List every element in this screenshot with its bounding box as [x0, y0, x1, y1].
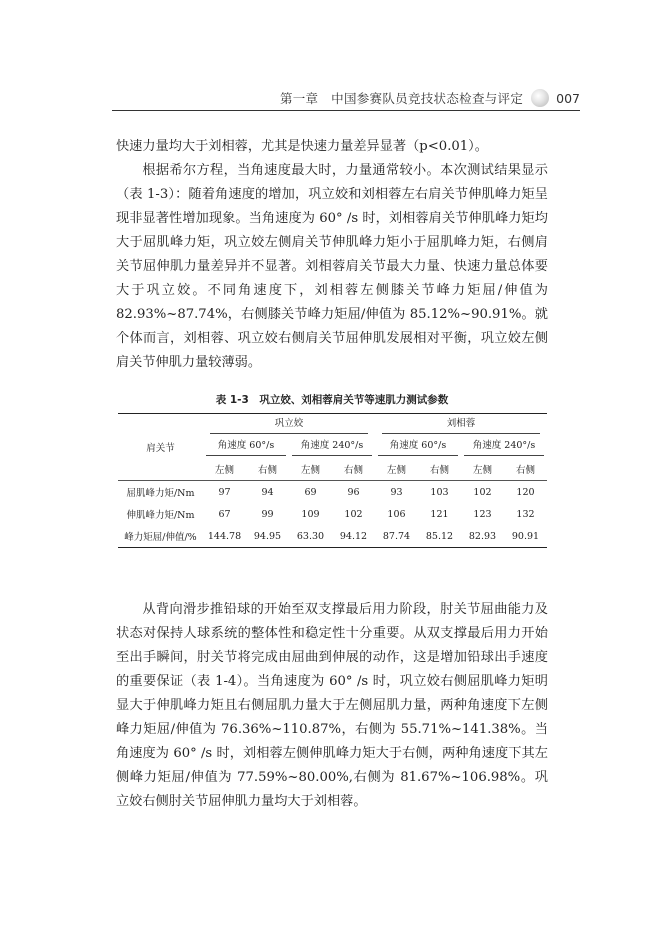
side-label: 右侧: [343, 465, 363, 476]
table-cell: 85.12: [418, 525, 461, 548]
speed-label: 角速度 60°/s: [378, 439, 458, 456]
table-cell: 94.95: [246, 525, 289, 548]
speed-label: 角速度 240°/s: [292, 439, 372, 456]
table-cell: 63.30: [289, 525, 332, 548]
athlete-name: 巩立姣: [210, 417, 368, 434]
speed-label: 角速度 240°/s: [464, 439, 544, 456]
table-row: [118, 481, 547, 504]
table-row: [118, 525, 547, 548]
paragraph-1: 快速力量均大于刘相蓉，尤其是快速力量差异显著（p<0.01）。: [116, 139, 488, 154]
table-cell: 103: [430, 486, 449, 498]
table-cell: 67: [218, 508, 231, 520]
table-cell: 90.91: [504, 525, 547, 548]
paragraph-2: 根据希尔方程，当角速度最大时，力量通常较小。本次测试结果显示（表 1-3）：随着角速度的增加，巩立姣和刘相蓉左右肩关节伸肌峰力矩呈现非显著性增加现象。当角速度为 60° /s 时，刘相蓉肩关节伸肌峰力矩均大于屈肌峰力矩，巩立姣左侧肩关节伸肌峰力矩小于屈肌峰力矩，右侧肩关节屈伸肌力量差异并不显著。刘相蓉肩关节最大力量、快速力量总体要大于巩立姣。不同角速度下，刘相蓉左侧膝关节峰力矩屈/伸值为 82.93%~87.74%，右侧膝关节峰力矩屈/伸值为 85.12%~90.91%。就个体而言，刘相蓉、巩立姣右侧肩关节屈伸肌发展相对平衡，巩立姣左侧肩关节伸肌力量较薄弱。: [116, 163, 548, 370]
table-caption: 表 1-3 巩立姣、刘相蓉肩关节等速肌力测试参数: [215, 394, 449, 406]
row-label: 伸肌峰力矩/Nm: [126, 510, 195, 521]
running-header: [112, 88, 580, 108]
table-cell: 93: [390, 486, 403, 498]
table-cell: 96: [347, 486, 360, 498]
table-row-header: 肩关节: [118, 414, 203, 481]
decorative-disc-icon: [531, 89, 549, 107]
data-table: [118, 413, 547, 548]
side-label: 左侧: [214, 465, 234, 476]
row-label: 峰力矩屈/伸值/%: [118, 525, 203, 548]
table-cell: 99: [261, 508, 274, 520]
speed-header-cell: [203, 436, 289, 458]
table-cell: 102: [473, 486, 492, 498]
speed-header-cell: [461, 436, 547, 458]
table-cell: 82.93: [461, 525, 504, 548]
table-cell: 69: [304, 486, 317, 498]
table-header-athletes: [118, 414, 547, 437]
row-label: 屈肌峰力矩/Nm: [126, 488, 195, 499]
side-label: 右侧: [515, 465, 535, 476]
speed-header-cell: [375, 436, 461, 458]
paragraph-2-container: [116, 159, 548, 375]
paragraph-3: 从背向滑步推铅球的开始至双支撑最后用力阶段，肘关节屈曲能力及状态对保持人球系统的整体性和稳定性十分重要。从双支撑最后用力开始至出手瞬间，肘关节将完成由屈曲到伸展的动作，这是增加铅球出手速度的重要保证（表 1-4）。当角速度为 60° /s 时，巩立姣右侧屈肌峰力矩明显大于伸肌峰力矩且右侧屈肌力量大于左侧屈肌力量，两种角速度下左侧峰力矩屈/伸值为 76.36%~110.87%，右侧为 55.71%~141.38%。当角速度为 60° /s 时，刘相蓉左侧伸肌峰力矩大于右侧，两种角速度下其左侧峰力矩屈/伸值为 77.59%~80.00%,右侧为 81.67%~106.98%。巩立姣右侧肘关节屈伸肌力量均大于刘相蓉。: [116, 602, 548, 809]
table-cell: 109: [301, 508, 320, 520]
table-cell: 106: [387, 508, 406, 520]
paragraph-1-container: [116, 135, 548, 159]
speed-label: 角速度 60°/s: [206, 439, 286, 456]
table-cell: 97: [218, 486, 231, 498]
side-label: 左侧: [386, 465, 406, 476]
chapter-title: 第一章 中国参赛队员竞技状态检查与评定: [279, 91, 524, 106]
paragraph-3-container: [116, 598, 548, 814]
table-cell: 94: [261, 486, 274, 498]
table-cell: 87.74: [375, 525, 418, 548]
table-cell: 121: [430, 508, 449, 520]
header-rule: [112, 110, 580, 111]
side-label: 右侧: [257, 465, 277, 476]
side-label: 左侧: [472, 465, 492, 476]
side-label: 右侧: [429, 465, 449, 476]
table-cell: 123: [473, 508, 492, 520]
speed-header-cell: [289, 436, 375, 458]
side-label: 左侧: [300, 465, 320, 476]
table-cell: 120: [516, 486, 535, 498]
page-number: 007: [556, 90, 580, 106]
table-cell: 132: [516, 508, 535, 520]
table-cell: 102: [344, 508, 363, 520]
table-cell: 94.12: [332, 525, 375, 548]
athlete-name: 刘相蓉: [382, 417, 540, 434]
athlete-header-cell: [375, 414, 547, 437]
athlete-header-cell: [203, 414, 375, 437]
table-cell: 144.78: [203, 525, 246, 548]
table-row: [118, 503, 547, 525]
